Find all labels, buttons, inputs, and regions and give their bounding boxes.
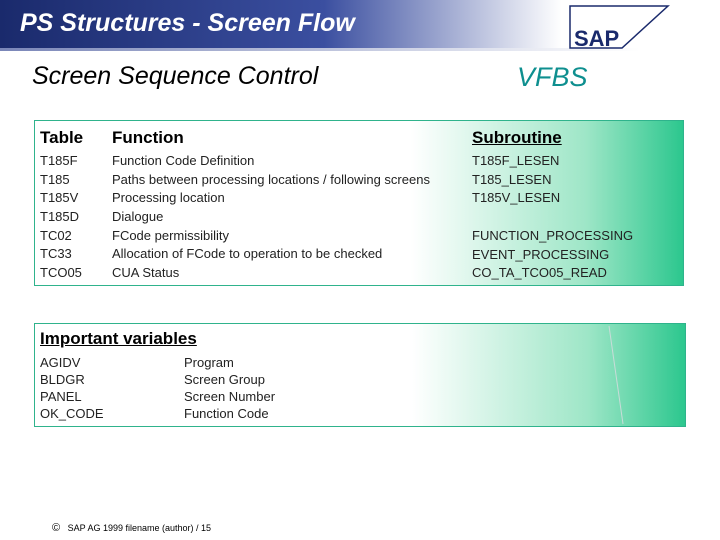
variable-description: Screen Number [184, 389, 276, 404]
table-name: T185F [40, 153, 78, 168]
table-name: T185 [40, 171, 70, 187]
table-name: TC02 [40, 227, 72, 243]
function-header: Function [112, 128, 184, 147]
footer [52, 522, 211, 534]
function-text: Allocation of FCode to operation to be checked [112, 246, 383, 262]
subroutine-name: T185V_LESEN [472, 190, 561, 206]
slide-title: PS Structures - Screen Flow [20, 9, 355, 37]
function-text: Dialogue [112, 209, 164, 225]
section-subtitle: Screen Sequence Control [32, 62, 319, 90]
subroutine-name: T185_LESEN [472, 171, 552, 187]
function-text: CUA Status [112, 265, 180, 281]
variable-name: BLDGR [40, 372, 85, 387]
functions-column [112, 152, 430, 283]
function-text: FCode permissibility [112, 227, 230, 243]
variable-description: Program [184, 355, 234, 370]
sap-logo-text: SAP [574, 26, 620, 50]
tables-box [34, 120, 684, 286]
subroutines-column-1 [472, 152, 560, 208]
transaction-tag: VFBS [517, 62, 588, 92]
table-name: TCO05 [40, 265, 82, 281]
table-names-column [40, 152, 82, 283]
title-underline [0, 48, 640, 51]
subroutine-name: T185F_LESEN [472, 153, 560, 168]
function-text: Function Code Definition [112, 153, 255, 168]
variable-names-column [40, 354, 104, 422]
subroutine-name: CO_TA_TCO05_READ [472, 265, 607, 281]
variable-description: Function Code [184, 406, 269, 421]
subroutine-name: EVENT_PROCESSING [472, 246, 610, 262]
subroutines-column-2 [472, 227, 633, 283]
table-name: TC33 [40, 246, 72, 262]
function-text: Paths between processing locations / following screens [112, 171, 430, 187]
variable-name: OK_CODE [40, 406, 104, 421]
subroutine-header: Subroutine [472, 128, 562, 147]
table-header: Table [40, 128, 84, 147]
variable-name: PANEL [40, 389, 82, 404]
variables-title: Important variables [40, 329, 197, 348]
variable-description: Screen Group [184, 372, 265, 387]
subroutine-name: FUNCTION_PROCESSING [472, 228, 634, 243]
variable-descriptions-column [184, 354, 275, 422]
table-name: T185V [40, 190, 79, 206]
footer-text: SAP AG 1999 filename (author) / 15 [67, 523, 212, 533]
sap-logo [562, 2, 672, 50]
variables-box [34, 323, 686, 427]
copyright-icon: © [52, 522, 61, 534]
function-text: Processing location [112, 190, 225, 206]
table-name: T185D [40, 209, 80, 225]
variable-name: AGIDV [40, 355, 81, 370]
